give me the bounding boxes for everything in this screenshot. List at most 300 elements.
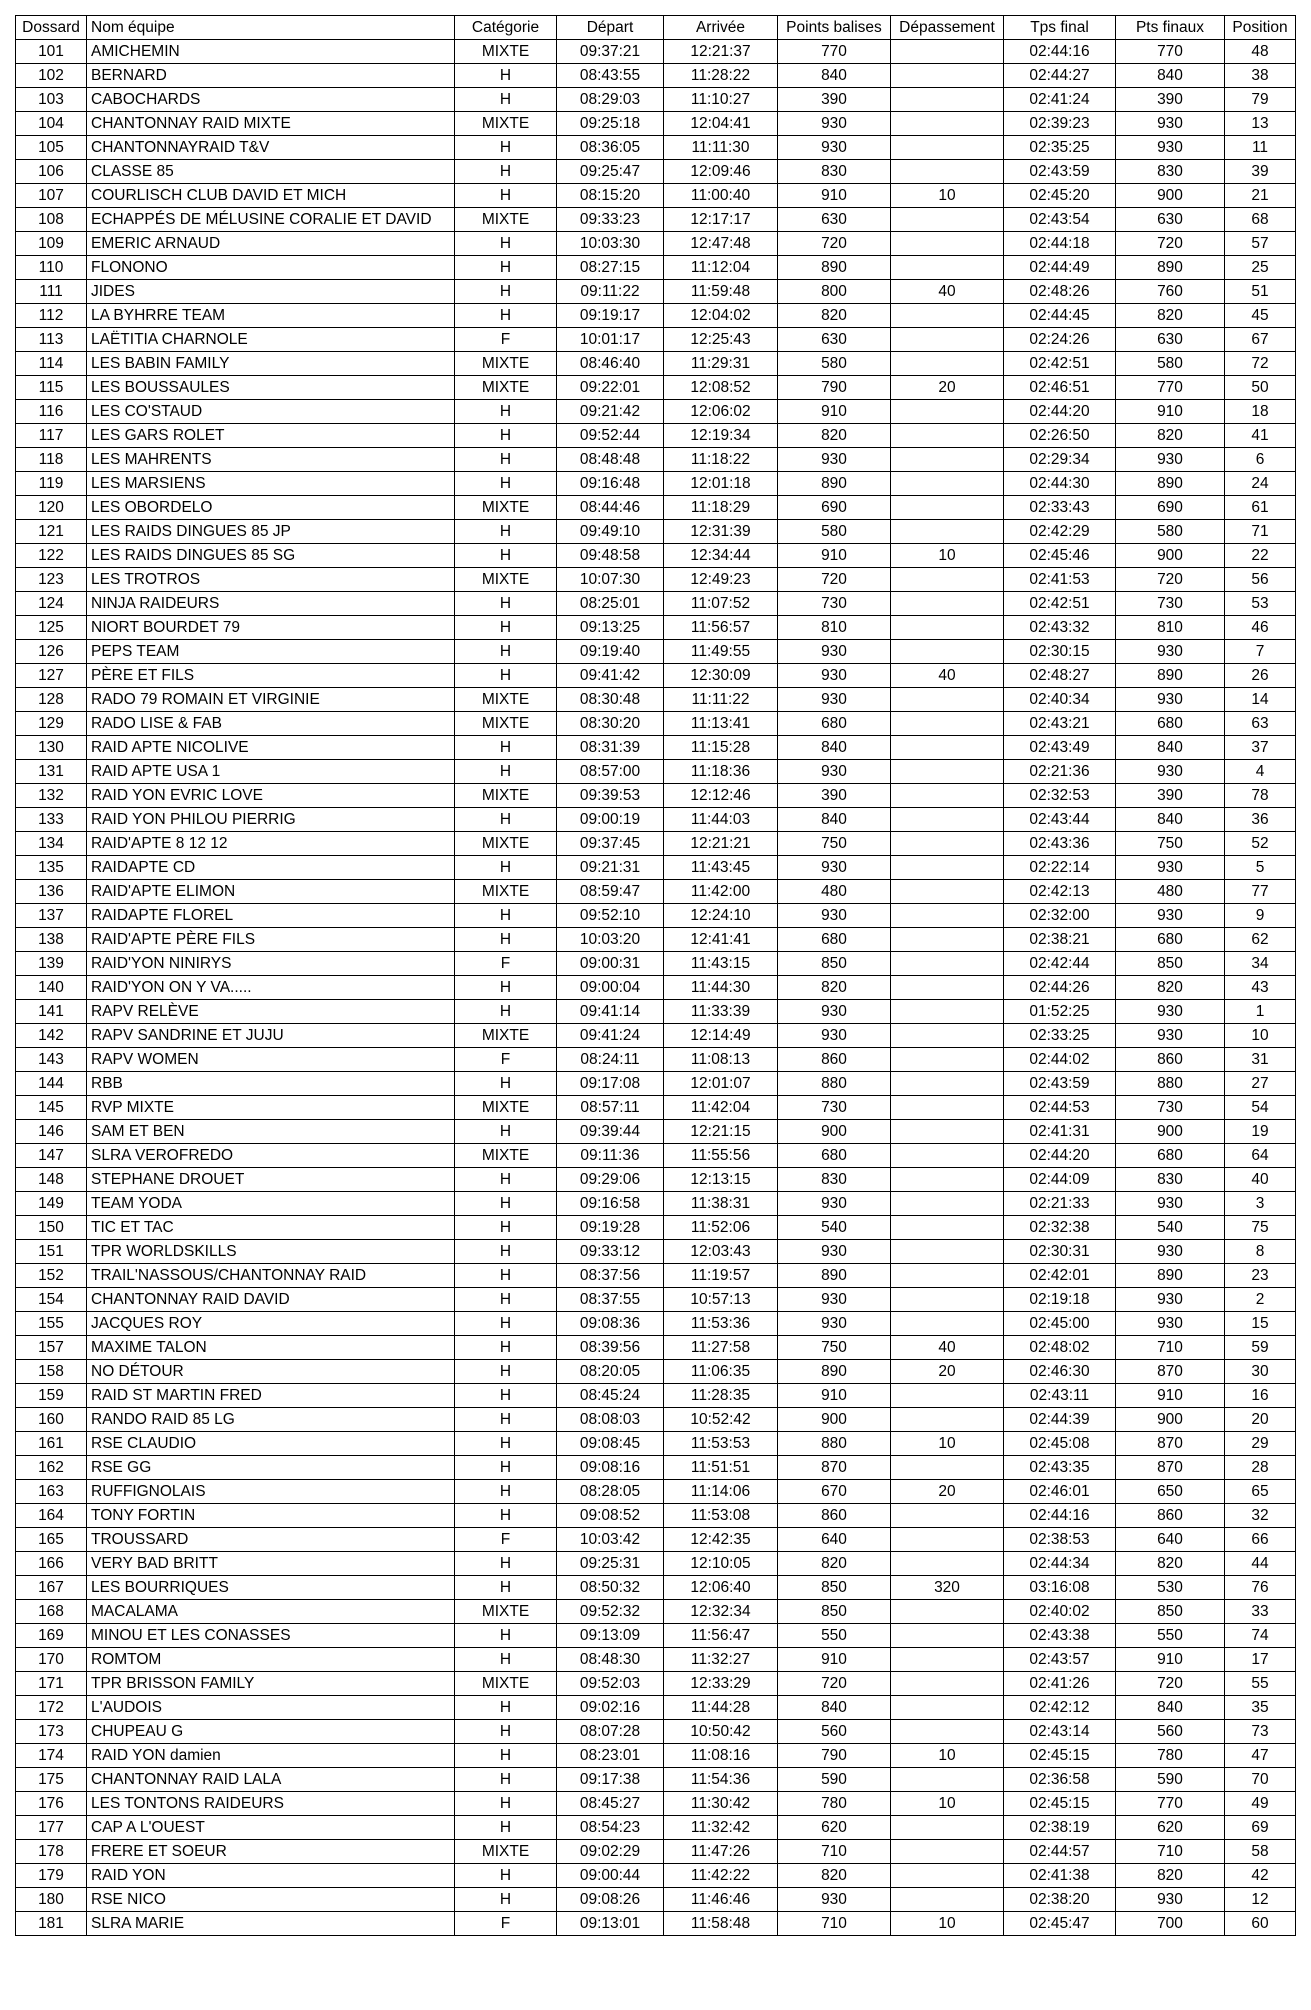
start-time-cell: 09:33:23 bbox=[557, 208, 664, 232]
start-time-cell: 09:08:52 bbox=[557, 1504, 664, 1528]
checkpoint-points-cell: 930 bbox=[778, 136, 891, 160]
table-row bbox=[16, 1552, 1296, 1576]
bib-cell: 145 bbox=[16, 1096, 87, 1120]
header-team-name: Nom équipe bbox=[87, 16, 455, 40]
checkpoint-points-cell: 910 bbox=[778, 1648, 891, 1672]
final-time-cell: 02:45:08 bbox=[1004, 1432, 1116, 1456]
overtime-cell: 320 bbox=[891, 1576, 1004, 1600]
start-time-cell: 08:28:05 bbox=[557, 1480, 664, 1504]
finish-time-cell: 11:11:30 bbox=[664, 136, 778, 160]
bib-cell: 119 bbox=[16, 472, 87, 496]
start-time-cell: 09:22:01 bbox=[557, 376, 664, 400]
finish-time-cell: 10:57:13 bbox=[664, 1288, 778, 1312]
final-points-cell: 840 bbox=[1116, 1696, 1225, 1720]
final-time-cell: 02:43:14 bbox=[1004, 1720, 1116, 1744]
bib-cell: 181 bbox=[16, 1912, 87, 1936]
checkpoint-points-cell: 810 bbox=[778, 616, 891, 640]
header-category: Catégorie bbox=[455, 16, 557, 40]
finish-time-cell: 12:09:46 bbox=[664, 160, 778, 184]
finish-time-cell: 12:21:21 bbox=[664, 832, 778, 856]
overtime-cell bbox=[891, 232, 1004, 256]
final-points-cell: 480 bbox=[1116, 880, 1225, 904]
checkpoint-points-cell: 930 bbox=[778, 640, 891, 664]
final-time-cell: 02:42:44 bbox=[1004, 952, 1116, 976]
bib-cell: 159 bbox=[16, 1384, 87, 1408]
category-cell: H bbox=[455, 1648, 557, 1672]
checkpoint-points-cell: 390 bbox=[778, 784, 891, 808]
finish-time-cell: 11:55:56 bbox=[664, 1144, 778, 1168]
category-cell: H bbox=[455, 592, 557, 616]
table-header bbox=[16, 16, 1296, 40]
overtime-cell bbox=[891, 40, 1004, 64]
final-time-cell: 02:48:27 bbox=[1004, 664, 1116, 688]
final-points-cell: 710 bbox=[1116, 1840, 1225, 1864]
final-time-cell: 02:22:14 bbox=[1004, 856, 1116, 880]
final-points-cell: 890 bbox=[1116, 664, 1225, 688]
finish-time-cell: 12:34:44 bbox=[664, 544, 778, 568]
final-time-cell: 02:44:18 bbox=[1004, 232, 1116, 256]
table-row bbox=[16, 1408, 1296, 1432]
start-time-cell: 09:13:25 bbox=[557, 616, 664, 640]
finish-time-cell: 11:10:27 bbox=[664, 88, 778, 112]
checkpoint-points-cell: 830 bbox=[778, 160, 891, 184]
finish-time-cell: 12:04:02 bbox=[664, 304, 778, 328]
final-time-cell: 03:16:08 bbox=[1004, 1576, 1116, 1600]
start-time-cell: 09:08:16 bbox=[557, 1456, 664, 1480]
bib-cell: 176 bbox=[16, 1792, 87, 1816]
start-time-cell: 08:24:11 bbox=[557, 1048, 664, 1072]
final-points-cell: 930 bbox=[1116, 760, 1225, 784]
bib-cell: 137 bbox=[16, 904, 87, 928]
overtime-cell bbox=[891, 136, 1004, 160]
checkpoint-points-cell: 900 bbox=[778, 1120, 891, 1144]
final-points-cell: 710 bbox=[1116, 1336, 1225, 1360]
start-time-cell: 08:30:48 bbox=[557, 688, 664, 712]
start-time-cell: 10:03:42 bbox=[557, 1528, 664, 1552]
start-time-cell: 09:52:10 bbox=[557, 904, 664, 928]
position-cell: 14 bbox=[1225, 688, 1296, 712]
position-cell: 25 bbox=[1225, 256, 1296, 280]
table-row bbox=[16, 1744, 1296, 1768]
category-cell: MIXTE bbox=[455, 568, 557, 592]
overtime-cell bbox=[891, 1456, 1004, 1480]
final-points-cell: 720 bbox=[1116, 232, 1225, 256]
bib-cell: 146 bbox=[16, 1120, 87, 1144]
finish-time-cell: 12:04:41 bbox=[664, 112, 778, 136]
start-time-cell: 10:07:30 bbox=[557, 568, 664, 592]
final-time-cell: 02:40:34 bbox=[1004, 688, 1116, 712]
start-time-cell: 09:41:42 bbox=[557, 664, 664, 688]
final-time-cell: 02:44:27 bbox=[1004, 64, 1116, 88]
final-time-cell: 02:45:15 bbox=[1004, 1744, 1116, 1768]
start-time-cell: 09:02:16 bbox=[557, 1696, 664, 1720]
finish-time-cell: 10:52:42 bbox=[664, 1408, 778, 1432]
overtime-cell: 10 bbox=[891, 1792, 1004, 1816]
table-row bbox=[16, 712, 1296, 736]
finish-time-cell: 11:19:57 bbox=[664, 1264, 778, 1288]
finish-time-cell: 11:07:52 bbox=[664, 592, 778, 616]
final-time-cell: 02:43:44 bbox=[1004, 808, 1116, 832]
start-time-cell: 08:27:15 bbox=[557, 256, 664, 280]
category-cell: H bbox=[455, 1744, 557, 1768]
category-cell: H bbox=[455, 1864, 557, 1888]
position-cell: 72 bbox=[1225, 352, 1296, 376]
bib-cell: 147 bbox=[16, 1144, 87, 1168]
overtime-cell bbox=[891, 1216, 1004, 1240]
final-time-cell: 02:44:16 bbox=[1004, 1504, 1116, 1528]
bib-cell: 149 bbox=[16, 1192, 87, 1216]
table-row bbox=[16, 616, 1296, 640]
category-cell: F bbox=[455, 328, 557, 352]
finish-time-cell: 11:38:31 bbox=[664, 1192, 778, 1216]
overtime-cell: 40 bbox=[891, 280, 1004, 304]
final-time-cell: 02:32:00 bbox=[1004, 904, 1116, 928]
category-cell: H bbox=[455, 1768, 557, 1792]
bib-cell: 118 bbox=[16, 448, 87, 472]
table-row bbox=[16, 1504, 1296, 1528]
team-name-cell: RSE CLAUDIO bbox=[87, 1432, 455, 1456]
category-cell: H bbox=[455, 1240, 557, 1264]
checkpoint-points-cell: 930 bbox=[778, 1312, 891, 1336]
finish-time-cell: 11:59:48 bbox=[664, 280, 778, 304]
team-name-cell: RAPV WOMEN bbox=[87, 1048, 455, 1072]
bib-cell: 154 bbox=[16, 1288, 87, 1312]
final-points-cell: 760 bbox=[1116, 280, 1225, 304]
final-time-cell: 02:46:30 bbox=[1004, 1360, 1116, 1384]
bib-cell: 132 bbox=[16, 784, 87, 808]
overtime-cell bbox=[891, 976, 1004, 1000]
overtime-cell bbox=[891, 904, 1004, 928]
overtime-cell bbox=[891, 712, 1004, 736]
checkpoint-points-cell: 640 bbox=[778, 1528, 891, 1552]
final-time-cell: 02:44:45 bbox=[1004, 304, 1116, 328]
table-row bbox=[16, 1576, 1296, 1600]
finish-time-cell: 11:44:30 bbox=[664, 976, 778, 1000]
start-time-cell: 09:00:19 bbox=[557, 808, 664, 832]
checkpoint-points-cell: 800 bbox=[778, 280, 891, 304]
final-points-cell: 780 bbox=[1116, 1744, 1225, 1768]
bib-cell: 140 bbox=[16, 976, 87, 1000]
position-cell: 58 bbox=[1225, 1840, 1296, 1864]
position-cell: 29 bbox=[1225, 1432, 1296, 1456]
position-cell: 63 bbox=[1225, 712, 1296, 736]
finish-time-cell: 11:33:39 bbox=[664, 1000, 778, 1024]
bib-cell: 136 bbox=[16, 880, 87, 904]
category-cell: H bbox=[455, 664, 557, 688]
finish-time-cell: 11:43:45 bbox=[664, 856, 778, 880]
final-points-cell: 810 bbox=[1116, 616, 1225, 640]
table-row bbox=[16, 664, 1296, 688]
final-time-cell: 02:43:57 bbox=[1004, 1648, 1116, 1672]
position-cell: 49 bbox=[1225, 1792, 1296, 1816]
category-cell: MIXTE bbox=[455, 40, 557, 64]
finish-time-cell: 11:13:41 bbox=[664, 712, 778, 736]
start-time-cell: 09:39:44 bbox=[557, 1120, 664, 1144]
overtime-cell bbox=[891, 160, 1004, 184]
checkpoint-points-cell: 560 bbox=[778, 1720, 891, 1744]
bib-cell: 104 bbox=[16, 112, 87, 136]
position-cell: 47 bbox=[1225, 1744, 1296, 1768]
final-time-cell: 02:41:26 bbox=[1004, 1672, 1116, 1696]
start-time-cell: 08:45:24 bbox=[557, 1384, 664, 1408]
table-row bbox=[16, 1768, 1296, 1792]
category-cell: H bbox=[455, 1216, 557, 1240]
start-time-cell: 09:33:12 bbox=[557, 1240, 664, 1264]
team-name-cell: LES MAHRENTS bbox=[87, 448, 455, 472]
start-time-cell: 08:07:28 bbox=[557, 1720, 664, 1744]
bib-cell: 163 bbox=[16, 1480, 87, 1504]
overtime-cell bbox=[891, 304, 1004, 328]
finish-time-cell: 11:47:26 bbox=[664, 1840, 778, 1864]
position-cell: 28 bbox=[1225, 1456, 1296, 1480]
bib-cell: 138 bbox=[16, 928, 87, 952]
team-name-cell: RAIDAPTE CD bbox=[87, 856, 455, 880]
overtime-cell bbox=[891, 1840, 1004, 1864]
checkpoint-points-cell: 630 bbox=[778, 328, 891, 352]
checkpoint-points-cell: 820 bbox=[778, 1552, 891, 1576]
start-time-cell: 09:08:36 bbox=[557, 1312, 664, 1336]
finish-time-cell: 12:14:49 bbox=[664, 1024, 778, 1048]
finish-time-cell: 12:42:35 bbox=[664, 1528, 778, 1552]
start-time-cell: 09:48:58 bbox=[557, 544, 664, 568]
start-time-cell: 09:37:21 bbox=[557, 40, 664, 64]
race-results-table bbox=[15, 15, 1296, 1936]
team-name-cell: CHUPEAU G bbox=[87, 1720, 455, 1744]
team-name-cell: CHANTONNAY RAID DAVID bbox=[87, 1288, 455, 1312]
final-points-cell: 900 bbox=[1116, 1120, 1225, 1144]
team-name-cell: LES RAIDS DINGUES 85 JP bbox=[87, 520, 455, 544]
table-row bbox=[16, 640, 1296, 664]
checkpoint-points-cell: 730 bbox=[778, 592, 891, 616]
overtime-cell bbox=[891, 112, 1004, 136]
overtime-cell bbox=[891, 1720, 1004, 1744]
table-body bbox=[16, 40, 1296, 1936]
finish-time-cell: 11:18:22 bbox=[664, 448, 778, 472]
final-points-cell: 390 bbox=[1116, 88, 1225, 112]
bib-cell: 155 bbox=[16, 1312, 87, 1336]
overtime-cell bbox=[891, 1024, 1004, 1048]
category-cell: MIXTE bbox=[455, 1672, 557, 1696]
overtime-cell: 10 bbox=[891, 1744, 1004, 1768]
checkpoint-points-cell: 850 bbox=[778, 952, 891, 976]
start-time-cell: 09:49:10 bbox=[557, 520, 664, 544]
position-cell: 62 bbox=[1225, 928, 1296, 952]
team-name-cell: RADO LISE & FAB bbox=[87, 712, 455, 736]
overtime-cell: 10 bbox=[891, 184, 1004, 208]
team-name-cell: CABOCHARDS bbox=[87, 88, 455, 112]
table-row bbox=[16, 1336, 1296, 1360]
start-time-cell: 09:25:31 bbox=[557, 1552, 664, 1576]
bib-cell: 116 bbox=[16, 400, 87, 424]
table-row bbox=[16, 1600, 1296, 1624]
team-name-cell: CHANTONNAYRAID T&V bbox=[87, 136, 455, 160]
table-row bbox=[16, 1912, 1296, 1936]
final-time-cell: 02:44:20 bbox=[1004, 400, 1116, 424]
overtime-cell bbox=[891, 1408, 1004, 1432]
bib-cell: 102 bbox=[16, 64, 87, 88]
final-points-cell: 840 bbox=[1116, 64, 1225, 88]
finish-time-cell: 11:18:29 bbox=[664, 496, 778, 520]
final-points-cell: 900 bbox=[1116, 184, 1225, 208]
team-name-cell: JIDES bbox=[87, 280, 455, 304]
checkpoint-points-cell: 850 bbox=[778, 1576, 891, 1600]
category-cell: H bbox=[455, 1384, 557, 1408]
bib-cell: 172 bbox=[16, 1696, 87, 1720]
final-points-cell: 630 bbox=[1116, 208, 1225, 232]
team-name-cell: LA BYHRRE TEAM bbox=[87, 304, 455, 328]
position-cell: 50 bbox=[1225, 376, 1296, 400]
bib-cell: 168 bbox=[16, 1600, 87, 1624]
category-cell: H bbox=[455, 616, 557, 640]
category-cell: H bbox=[455, 1480, 557, 1504]
table-row bbox=[16, 1480, 1296, 1504]
checkpoint-points-cell: 930 bbox=[778, 1288, 891, 1312]
overtime-cell bbox=[891, 592, 1004, 616]
category-cell: H bbox=[455, 448, 557, 472]
category-cell: H bbox=[455, 904, 557, 928]
checkpoint-points-cell: 910 bbox=[778, 400, 891, 424]
finish-time-cell: 11:42:00 bbox=[664, 880, 778, 904]
table-row bbox=[16, 448, 1296, 472]
start-time-cell: 09:13:09 bbox=[557, 1624, 664, 1648]
team-name-cell: RAID'YON ON Y VA..... bbox=[87, 976, 455, 1000]
bib-cell: 167 bbox=[16, 1576, 87, 1600]
final-points-cell: 770 bbox=[1116, 376, 1225, 400]
position-cell: 55 bbox=[1225, 1672, 1296, 1696]
team-name-cell: RAID'APTE 8 12 12 bbox=[87, 832, 455, 856]
checkpoint-points-cell: 620 bbox=[778, 1816, 891, 1840]
position-cell: 12 bbox=[1225, 1888, 1296, 1912]
category-cell: H bbox=[455, 856, 557, 880]
overtime-cell bbox=[891, 952, 1004, 976]
final-points-cell: 680 bbox=[1116, 928, 1225, 952]
finish-time-cell: 11:51:51 bbox=[664, 1456, 778, 1480]
category-cell: F bbox=[455, 1912, 557, 1936]
team-name-cell: RBB bbox=[87, 1072, 455, 1096]
header-final-points: Pts finaux bbox=[1116, 16, 1225, 40]
bib-cell: 180 bbox=[16, 1888, 87, 1912]
bib-cell: 128 bbox=[16, 688, 87, 712]
category-cell: H bbox=[455, 424, 557, 448]
overtime-cell bbox=[891, 1288, 1004, 1312]
table-row bbox=[16, 1096, 1296, 1120]
team-name-cell: FRERE ET SOEUR bbox=[87, 1840, 455, 1864]
table-row bbox=[16, 64, 1296, 88]
bib-cell: 117 bbox=[16, 424, 87, 448]
category-cell: H bbox=[455, 1336, 557, 1360]
category-cell: H bbox=[455, 304, 557, 328]
start-time-cell: 09:39:53 bbox=[557, 784, 664, 808]
position-cell: 56 bbox=[1225, 568, 1296, 592]
start-time-cell: 09:08:45 bbox=[557, 1432, 664, 1456]
position-cell: 76 bbox=[1225, 1576, 1296, 1600]
table-row bbox=[16, 1000, 1296, 1024]
position-cell: 34 bbox=[1225, 952, 1296, 976]
category-cell: MIXTE bbox=[455, 880, 557, 904]
final-time-cell: 02:45:47 bbox=[1004, 1912, 1116, 1936]
final-time-cell: 02:24:26 bbox=[1004, 328, 1116, 352]
bib-cell: 165 bbox=[16, 1528, 87, 1552]
bib-cell: 134 bbox=[16, 832, 87, 856]
position-cell: 40 bbox=[1225, 1168, 1296, 1192]
category-cell: H bbox=[455, 928, 557, 952]
final-points-cell: 580 bbox=[1116, 520, 1225, 544]
final-time-cell: 02:43:36 bbox=[1004, 832, 1116, 856]
final-time-cell: 02:26:50 bbox=[1004, 424, 1116, 448]
table-row bbox=[16, 1432, 1296, 1456]
start-time-cell: 08:57:00 bbox=[557, 760, 664, 784]
team-name-cell: CHANTONNAY RAID MIXTE bbox=[87, 112, 455, 136]
position-cell: 27 bbox=[1225, 1072, 1296, 1096]
start-time-cell: 09:21:42 bbox=[557, 400, 664, 424]
position-cell: 54 bbox=[1225, 1096, 1296, 1120]
checkpoint-points-cell: 720 bbox=[778, 568, 891, 592]
final-points-cell: 930 bbox=[1116, 448, 1225, 472]
start-time-cell: 08:23:01 bbox=[557, 1744, 664, 1768]
checkpoint-points-cell: 910 bbox=[778, 184, 891, 208]
final-time-cell: 02:19:18 bbox=[1004, 1288, 1116, 1312]
table-row bbox=[16, 280, 1296, 304]
table-row bbox=[16, 1696, 1296, 1720]
final-points-cell: 880 bbox=[1116, 1072, 1225, 1096]
bib-cell: 129 bbox=[16, 712, 87, 736]
position-cell: 79 bbox=[1225, 88, 1296, 112]
category-cell: MIXTE bbox=[455, 1840, 557, 1864]
checkpoint-points-cell: 680 bbox=[778, 712, 891, 736]
position-cell: 70 bbox=[1225, 1768, 1296, 1792]
final-points-cell: 540 bbox=[1116, 1216, 1225, 1240]
team-name-cell: TPR WORLDSKILLS bbox=[87, 1240, 455, 1264]
checkpoint-points-cell: 890 bbox=[778, 256, 891, 280]
category-cell: MIXTE bbox=[455, 832, 557, 856]
category-cell: F bbox=[455, 1528, 557, 1552]
bib-cell: 150 bbox=[16, 1216, 87, 1240]
category-cell: MIXTE bbox=[455, 376, 557, 400]
table-row bbox=[16, 1264, 1296, 1288]
finish-time-cell: 11:32:42 bbox=[664, 1816, 778, 1840]
finish-time-cell: 11:30:42 bbox=[664, 1792, 778, 1816]
start-time-cell: 08:48:30 bbox=[557, 1648, 664, 1672]
header-checkpoint-points: Points balises bbox=[778, 16, 891, 40]
category-cell: MIXTE bbox=[455, 688, 557, 712]
finish-time-cell: 11:49:55 bbox=[664, 640, 778, 664]
overtime-cell bbox=[891, 928, 1004, 952]
position-cell: 5 bbox=[1225, 856, 1296, 880]
final-time-cell: 02:42:51 bbox=[1004, 592, 1116, 616]
category-cell: H bbox=[455, 1408, 557, 1432]
team-name-cell: NO DÉTOUR bbox=[87, 1360, 455, 1384]
position-cell: 33 bbox=[1225, 1600, 1296, 1624]
overtime-cell bbox=[891, 208, 1004, 232]
final-points-cell: 870 bbox=[1116, 1456, 1225, 1480]
finish-time-cell: 11:28:22 bbox=[664, 64, 778, 88]
checkpoint-points-cell: 890 bbox=[778, 472, 891, 496]
checkpoint-points-cell: 840 bbox=[778, 736, 891, 760]
checkpoint-points-cell: 930 bbox=[778, 856, 891, 880]
overtime-cell bbox=[891, 736, 1004, 760]
team-name-cell: LES TONTONS RAIDEURS bbox=[87, 1792, 455, 1816]
team-name-cell: NINJA RAIDEURS bbox=[87, 592, 455, 616]
category-cell: H bbox=[455, 1888, 557, 1912]
final-time-cell: 02:38:19 bbox=[1004, 1816, 1116, 1840]
final-points-cell: 930 bbox=[1116, 1024, 1225, 1048]
final-time-cell: 02:43:59 bbox=[1004, 1072, 1116, 1096]
overtime-cell bbox=[891, 1096, 1004, 1120]
final-points-cell: 590 bbox=[1116, 1768, 1225, 1792]
checkpoint-points-cell: 820 bbox=[778, 304, 891, 328]
final-points-cell: 910 bbox=[1116, 1384, 1225, 1408]
team-name-cell: FLONONO bbox=[87, 256, 455, 280]
